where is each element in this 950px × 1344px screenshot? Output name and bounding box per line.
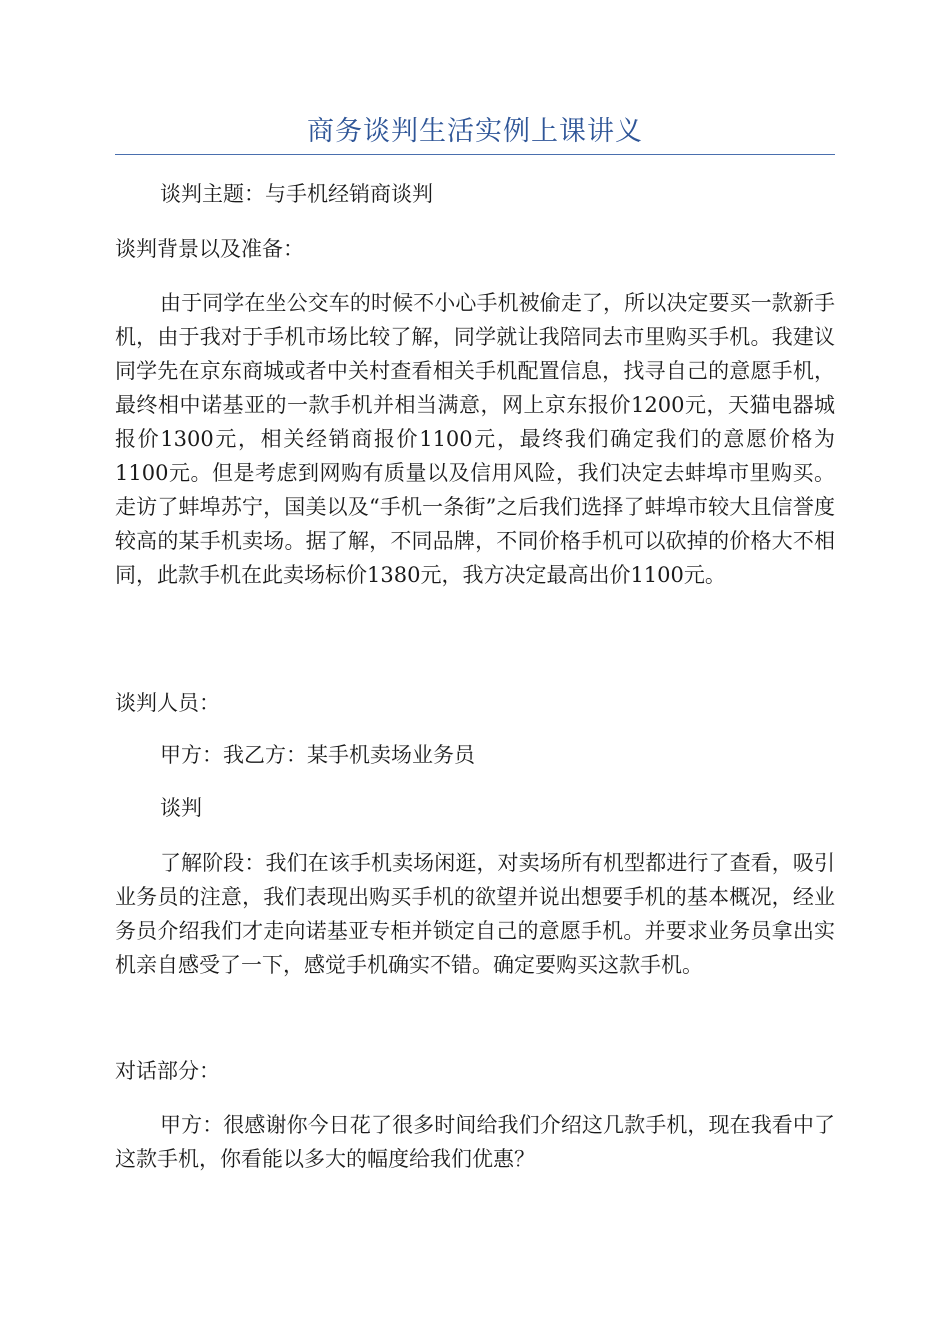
paragraph-understanding-stage: 了解阶段：我们在该手机卖场闲逛，对卖场所有机型都进行了查看，吸引业务员的注意，我们表现出购买手机的欲望并说出想要手机的基本概况，经业务员介绍我们才走向诺基亚专柜并锁定自己的意愿手机。并要求业务员拿出实机亲自感受了一下，感觉手机确实不错。确定要购买这款手机。 bbox=[115, 851, 835, 977]
paragraph-parties: 甲方：我乙方：某手机卖场业务员 bbox=[160, 743, 475, 767]
title-underline bbox=[115, 154, 835, 155]
paragraph-background-body: 由于同学在坐公交车的时候不小心手机被偷走了，所以决定要买一款新手机，由于我对于手机市场比较了解，同学就让我陪同去市里购买手机。我建议同学先在京东商城或者中关村查看相关手机配置信息，找寻自己的意愿手机，最终相中诺基亚的一款手机并相当满意，网上京东报价1200元，天猫电器城报价1300元，相关经销商报价1100元，最终我们确定我们的意愿价格为1100元。但是考虑到网购有质量以及信用风险，我们决定去蚌埠市里购买。走访了蚌埠苏宁，国美以及“手机一条街”之后我们选择了蚌埠市较大且信誉度较高的某手机卖场。据了解，不同品牌，不同价格手机可以砍掉的价格大不相同，此款手机在此卖场标价1380元，我方决定最高出价1100元。 bbox=[115, 291, 835, 587]
document-title: 商务谈判生活实例上课讲义 bbox=[307, 116, 643, 147]
paragraph-personnel-heading: 谈判人员： bbox=[115, 691, 220, 715]
paragraph-topic: 谈判主题：与手机经销商谈判 bbox=[160, 182, 433, 206]
paragraph-negotiation: 谈判 bbox=[160, 796, 202, 820]
paragraph-background-heading: 谈判背景以及准备： bbox=[115, 237, 304, 261]
paragraph-dialogue-heading: 对话部分： bbox=[115, 1059, 220, 1083]
paragraph-dialogue-party-a: 甲方：很感谢你今日花了很多时间给我们介绍这几款手机，现在我看中了这款手机，你看能以多大的幅度给我们优惠？ bbox=[115, 1113, 835, 1171]
